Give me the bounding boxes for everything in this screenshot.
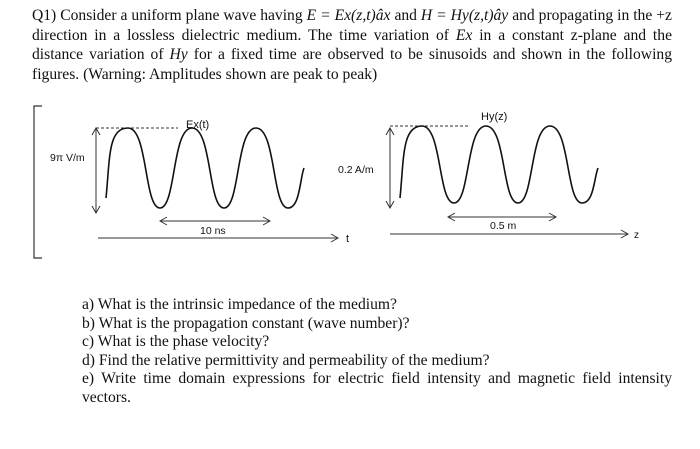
right-wave <box>400 126 598 203</box>
wave-figures <box>28 98 678 266</box>
left-figure-title: Ex(t) <box>186 119 210 131</box>
question-list <box>82 296 672 407</box>
question-d: d) Find the relative permittivity and permeability of the medium? <box>82 351 490 369</box>
statement-part1: Consider a uniform plane wave having <box>60 7 303 24</box>
left-amplitude-label: 9π V/m <box>50 152 85 164</box>
right-axis-label: z <box>634 230 639 241</box>
hy-symbol: Hy <box>169 46 188 63</box>
statement-part3: in a constant z-plane and the distance variation of <box>32 26 672 63</box>
e-field-definition: E = Ex(z,t)âx <box>306 7 391 24</box>
right-period-label: 0.5 m <box>490 220 517 232</box>
ex-symbol: Ex <box>455 26 473 44</box>
left-wave <box>106 128 304 208</box>
figure-bracket <box>34 106 42 258</box>
question-number: Q1) <box>32 7 57 24</box>
right-figure-title: Hy(z) <box>481 111 508 123</box>
statement-and: and <box>394 7 417 24</box>
question-e: e) Write time domain expressions for electric field intensity and magnetic field intensity vectors. <box>82 370 672 406</box>
problem-statement <box>32 6 672 84</box>
left-axis-label: t <box>346 233 350 245</box>
statement-part2: and propagating in the +z direction in a lossless dielectric medium. The time variation of <box>32 7 672 44</box>
question-a: a) What is the intrinsic impedance of the medium? <box>82 296 397 313</box>
right-amplitude-label: 0.2 A/m <box>338 164 374 176</box>
statement-part4: for a fixed time are observed to be sinusoids and shown in the following figures. (Warning: Amplitudes shown are peak to peak) <box>32 46 672 83</box>
question-b: b) What is the propagation constant (wave number)? <box>82 314 410 332</box>
question-c: c) What is the phase velocity? <box>82 333 270 350</box>
h-field-definition: H = Hy(z,t)ây <box>420 7 509 24</box>
left-period-label: 10 ns <box>200 225 226 237</box>
